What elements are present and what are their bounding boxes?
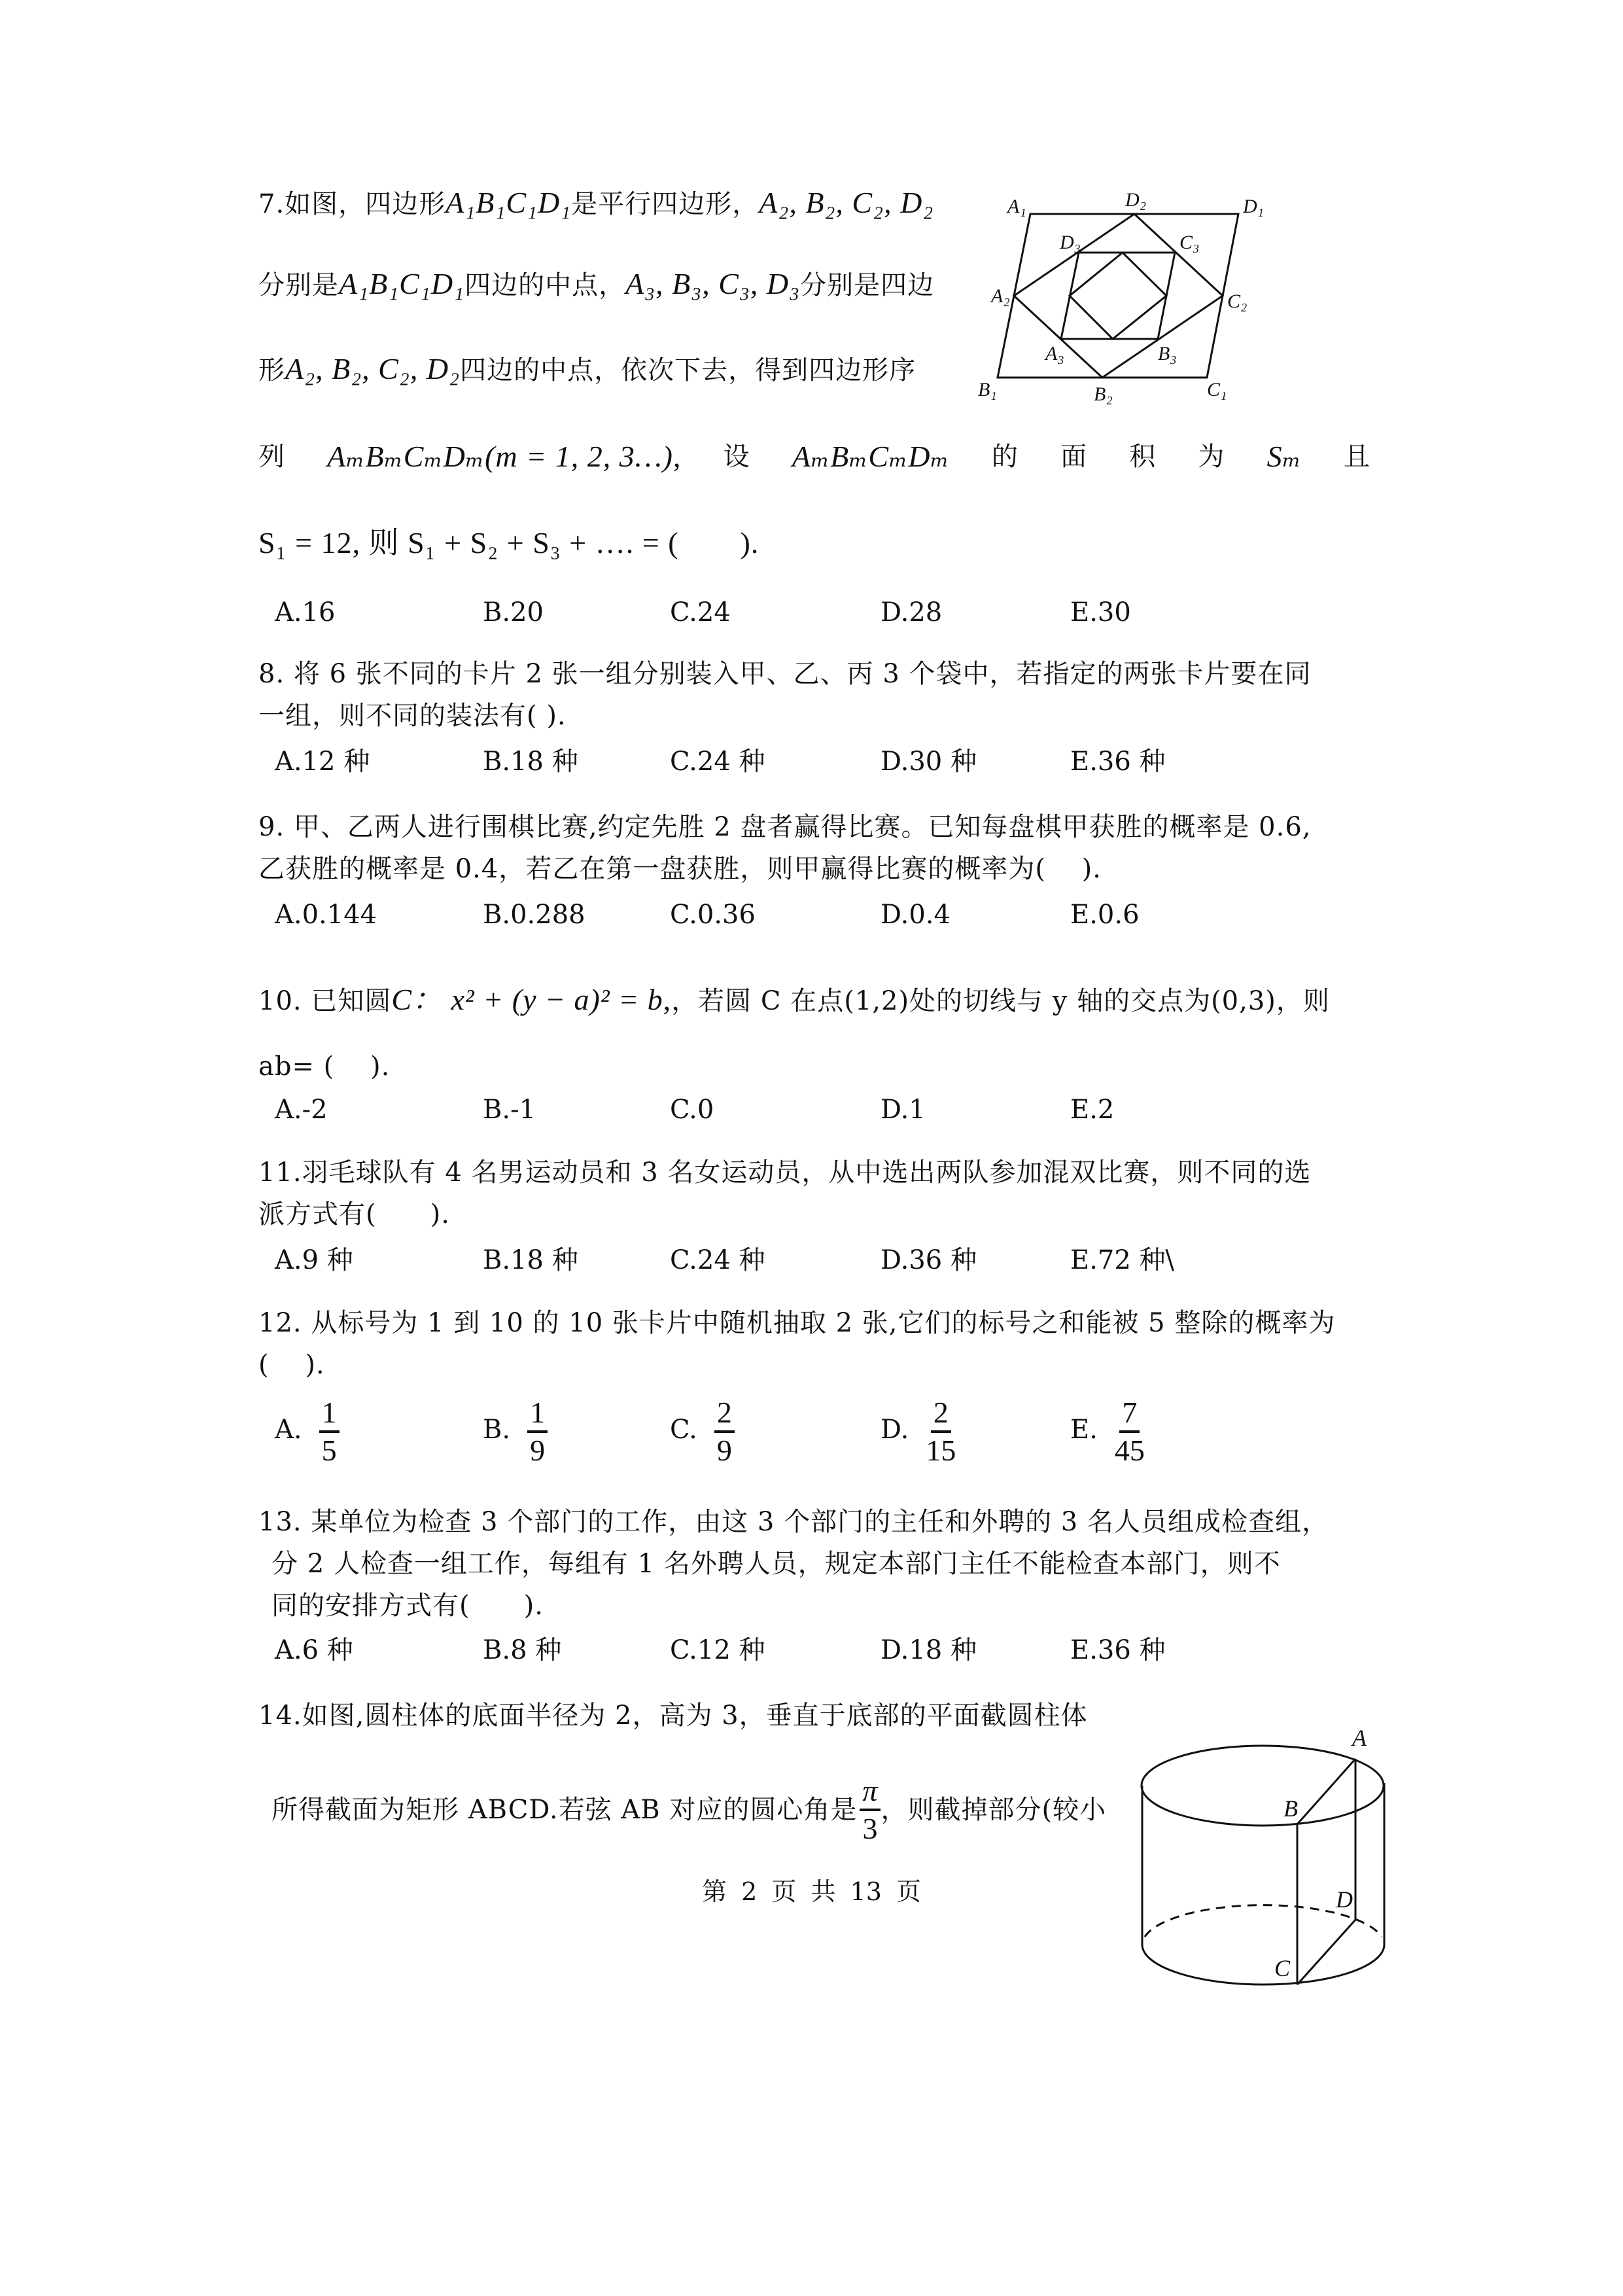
q12-options [275, 1395, 1278, 1468]
fraction [319, 1395, 340, 1468]
q11-line-2: 派方式有( ). [258, 1199, 450, 1229]
label-a2: A₂ [991, 285, 1010, 307]
q11-option-a[interactable]: A.9 种 [275, 1245, 353, 1275]
q7-text: 四边的中点，依次下去，得到四边形序 [460, 355, 916, 385]
q8-option-c[interactable]: C.24 种 [670, 747, 765, 777]
q7-text: 分别是 [258, 270, 339, 300]
q7-points-3: A₃, B₃, C₃, D₃ [625, 267, 801, 300]
cylinder-top-ellipse [1142, 1746, 1384, 1826]
q14-text: ，则截掉部分(较小 [881, 1795, 1107, 1825]
label-a3: A₃ [1045, 343, 1064, 364]
numerator: 2 [714, 1395, 735, 1433]
q9-option-e[interactable]: E.0.6 [1070, 900, 1140, 930]
denominator: 9 [716, 1434, 732, 1467]
q8-options [275, 745, 1278, 779]
fraction [527, 1395, 548, 1468]
label-b2: B₂ [1094, 383, 1113, 405]
q12-option-d[interactable] [881, 1395, 1070, 1468]
q13-option-b[interactable]: B.8 种 [483, 1635, 562, 1665]
q12-line-1: 12. 从标号为 1 到 10 的 10 张卡片中随机抽取 2 张,它们的标号之和能被 5 整除的概率为 [258, 1308, 1336, 1338]
q10-option-d[interactable]: D.1 [881, 1095, 926, 1125]
denominator: 3 [862, 1812, 879, 1845]
q7-word: 且 [1343, 442, 1370, 472]
q7-line-1 [258, 186, 934, 221]
q7-line-3 [258, 352, 916, 387]
q8-line-1: 8. 将 6 张不同的卡片 2 张一组分别装入甲、乙、丙 3 个袋中，若指定的两张卡片要在同 [258, 659, 1312, 689]
label-b: B [1283, 1795, 1298, 1822]
numerator: 7 [1119, 1395, 1140, 1433]
q11-option-c[interactable]: C.24 种 [670, 1245, 765, 1275]
quadrilateral-4 [1070, 253, 1166, 339]
label-d3: D₃ [1060, 232, 1081, 253]
fraction [926, 1395, 956, 1468]
q7-word: 为 [1198, 442, 1225, 472]
q13-option-c[interactable]: C.12 种 [670, 1635, 765, 1665]
q7-text: 四边的中点， [464, 270, 626, 300]
q12-option-b[interactable] [483, 1395, 670, 1468]
angle-fraction [860, 1773, 881, 1846]
q7-line-5: S₁ = 12, 则 S₁ + S₂ + S₃ + …. = ( ). [258, 526, 759, 559]
numerator: 2 [931, 1395, 951, 1433]
parallelogram-1 [998, 214, 1238, 378]
q7-word: 设 [723, 442, 750, 472]
q7-quad-1: A₁B₁C₁D₁ [339, 267, 465, 300]
fraction [714, 1395, 735, 1468]
q8-line-2: 一组，则不同的装法有( ). [258, 701, 567, 731]
numerator: 1 [527, 1395, 548, 1433]
q12-option-a[interactable] [275, 1395, 483, 1468]
label-c3: C₃ [1179, 232, 1200, 253]
q7-options [275, 595, 1278, 629]
numerator: 1 [319, 1395, 340, 1433]
q7-points-2: A₂, B₂, C₂, D₂ [285, 352, 461, 385]
q10-circle-equation: C： x² + (y − a)² = b, [391, 983, 672, 1016]
q9-line-1: 9. 甲、乙两人进行围棋比赛,约定先胜 2 盘者赢得比赛。已知每盘棋甲获胜的概率是 0.6, [258, 812, 1312, 842]
denominator: 5 [321, 1434, 337, 1467]
q9-options [275, 898, 1278, 932]
q13-options [275, 1633, 1278, 1667]
q12-line-2: ( ). [258, 1350, 325, 1380]
q9-option-d[interactable]: D.0.4 [881, 900, 951, 930]
denominator: 15 [926, 1434, 956, 1467]
cylinder-bottom-front [1142, 1945, 1384, 1985]
q9-option-a[interactable]: A.0.144 [275, 900, 377, 930]
q7-sequence: AₘBₘCₘDₘ(m = 1, 2, 3…), [327, 440, 682, 473]
page-number-footer: 第 2 页 共 13 页 [702, 1877, 921, 1906]
chord-dc [1297, 1920, 1355, 1985]
fraction [1115, 1395, 1145, 1468]
q10-text: 10. 已知圆 [258, 986, 392, 1016]
q7-points-2: A₂, B₂, C₂, D₂ [759, 186, 934, 219]
q8-option-a[interactable]: A.12 种 [275, 747, 370, 777]
q14-cylinder-figure [1112, 1688, 1413, 2002]
q13-line-1: 13. 某单位为检查 3 个部门的工作，由这 3 个部门的主任和外聘的 3 名人员组成检查组， [258, 1507, 1329, 1537]
q10-option-e[interactable]: E.2 [1070, 1095, 1115, 1125]
label-a: A [1352, 1725, 1367, 1751]
q13-line-3: 同的安排方式有( ). [271, 1591, 544, 1621]
q7-word: 列 [258, 442, 285, 472]
q8-option-e[interactable]: E.36 种 [1070, 747, 1166, 777]
q7-option-e[interactable]: E.30 [1070, 597, 1131, 627]
q10-option-a[interactable]: A.-2 [275, 1095, 328, 1125]
q7-quad-1: A₁B₁C₁D₁ [445, 186, 572, 219]
q8-option-d[interactable]: D.30 种 [881, 747, 977, 777]
q7-option-a[interactable]: A.16 [275, 597, 336, 627]
denominator: 9 [530, 1434, 546, 1467]
q7-parallelogram-figure [968, 177, 1400, 412]
q7-option-b[interactable]: B.20 [483, 597, 544, 627]
option-letter: E. [1070, 1415, 1098, 1445]
q12-option-c[interactable] [670, 1395, 881, 1468]
q7-line-2 [258, 267, 934, 302]
q10-text: ，若圆 C 在点(1,2)处的切线与 y 轴的交点为(0,3)，则 [671, 986, 1330, 1016]
q9-option-c[interactable]: C.0.36 [670, 900, 756, 930]
q14-text: 所得截面为矩形 ABCD.若弦 AB 对应的圆心角是 [271, 1795, 858, 1825]
q11-line-1: 11.羽毛球队有 4 名男运动员和 3 名女运动员，从中选出两队参加混双比赛，则不同的选 [258, 1157, 1312, 1188]
q10-line-1 [258, 983, 1330, 1018]
option-letter: D. [881, 1415, 909, 1445]
q13-option-d[interactable]: D.18 种 [881, 1635, 977, 1665]
q7-option-d[interactable]: D.28 [881, 597, 943, 627]
label-c1: C₁ [1207, 379, 1227, 400]
label-c2: C₂ [1227, 291, 1248, 312]
label-a1: A₁ [1007, 196, 1026, 217]
q11-option-d[interactable]: D.36 种 [881, 1245, 977, 1275]
q10-options [275, 1093, 1278, 1127]
q14-line-2 [271, 1773, 1106, 1846]
q11-options [275, 1243, 1278, 1277]
label-b3: B₃ [1158, 343, 1177, 364]
option-letter: B. [483, 1415, 511, 1445]
q12-option-e[interactable] [1070, 1395, 1278, 1468]
option-letter: C. [670, 1415, 697, 1445]
option-letter: A. [275, 1415, 302, 1445]
q7-quad-m: AₘBₘCₘDₘ [792, 440, 950, 473]
q13-line-2: 分 2 人检查一组工作，每组有 1 名外聘人员，规定本部门主任不能检查本部门，则不 [271, 1549, 1281, 1579]
q7-area-sm: Sₘ [1266, 440, 1302, 473]
q7-word: 面 [1060, 442, 1088, 472]
q11-option-b[interactable]: B.18 种 [483, 1245, 578, 1275]
label-d1: D₁ [1243, 196, 1265, 217]
label-b1: B₁ [978, 379, 997, 400]
q7-option-c[interactable]: C.24 [670, 597, 731, 627]
quadrilateral-3 [1061, 253, 1175, 339]
q7-word: 的 [991, 442, 1019, 472]
q7-line-4 [258, 440, 1370, 474]
q7-word: 积 [1129, 442, 1157, 472]
q8-option-b[interactable]: B.18 种 [483, 747, 578, 777]
q13-option-a[interactable]: A.6 种 [275, 1635, 353, 1665]
q7-text: 7.如图，四边形 [258, 189, 446, 219]
q10-line-2: ab= ( ). [258, 1051, 391, 1082]
q7-text: 形 [258, 355, 285, 385]
q14-line-1: 14.如图,圆柱体的底面半径为 2，高为 3，垂直于底部的平面截圆柱体 [258, 1701, 1088, 1731]
label-d: D [1336, 1886, 1353, 1913]
q7-text: 是平行四边形， [571, 189, 759, 219]
denominator: 45 [1114, 1434, 1145, 1467]
q11-option-e[interactable]: E.72 种\ [1070, 1245, 1175, 1275]
label-c: C [1274, 1955, 1291, 1981]
label-d2: D₂ [1125, 189, 1147, 211]
q13-option-e[interactable]: E.36 种 [1070, 1635, 1166, 1665]
q7-text: 分别是四边 [800, 270, 935, 300]
q9-option-b[interactable]: B.0.288 [483, 900, 585, 930]
q9-line-2: 乙获胜的概率是 0.4，若乙在第一盘获胜，则甲赢得比赛的概率为( ). [258, 854, 1102, 884]
q10-option-b[interactable]: B.-1 [483, 1095, 536, 1125]
q10-option-c[interactable]: C.0 [670, 1095, 714, 1125]
numerator: π [860, 1773, 881, 1811]
